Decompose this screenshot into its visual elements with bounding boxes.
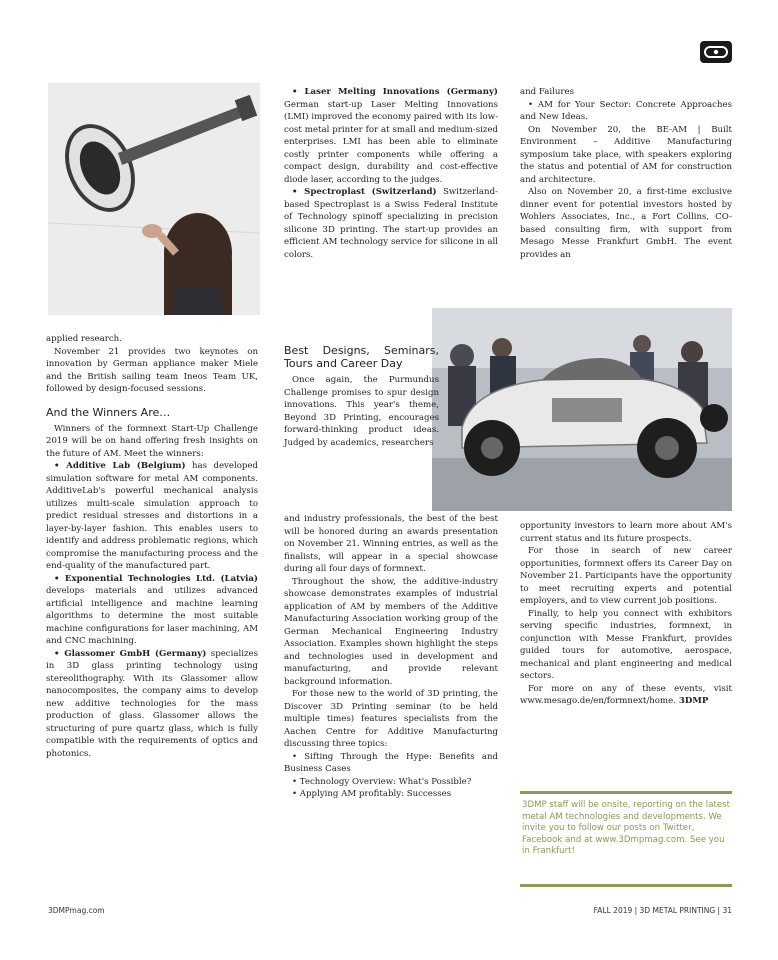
paragraph: Also on November 20, a first-time exclusive dinner event for potential investors hosted by Wohlers Associates, Inc., a Fort Collins, CO-based consulting firm, with support from Mesago Messe Frankfurt GmbH. The event provides an (520, 187, 732, 260)
footer-website: 3DMPmag.com (48, 906, 105, 915)
column-right-top (520, 86, 732, 261)
paragraph: November 21 provides two keynotes on innovation by German appliance maker Miele and the British sailing team Ineos Team UK, followed by design-focused sessions. (46, 346, 258, 394)
callout-box (520, 791, 732, 887)
paragraph (284, 186, 498, 261)
paragraph: Finally, to help you connect with exhibitors serving specific industries, formnext, in conjunction with Messe Frankfurt, provides guided tours for automotive, aerospace, mechanical and plant engineering and medical sectors. (520, 608, 732, 681)
company-text: specializes in 3D glass printing technology using stereolithography. With its Glassomer allow nanocomposites, the company aims to develop new additive technologies for the mass production of glass. Glassomer allows the structuring of pure quartz glass, which is fully compatible with the requirements of optics and photonics. (46, 648, 258, 759)
paragraph (284, 86, 498, 186)
callout-text: 3DMP staff will be onsite, reporting on the latest metal AM technologies and developments. We invite you to follow our posts on Twitter, Facebook and at www.3Dmpmag.com. See you in Frankfurt! (522, 800, 730, 856)
company-name: • Additive Lab (Belgium) (54, 461, 186, 471)
paragraph (46, 573, 258, 648)
company-name: • Exponential Technologies Ltd. (Latvia) (54, 573, 258, 584)
end-mark: 3DMP (675, 696, 709, 706)
paragraph: Winners of the formnext Start-Up Challenge 2019 will be on hand offering fresh insights on the future of AM. Meet the winners: (46, 423, 258, 459)
guitar-photo (48, 83, 260, 315)
company-text: develops materials and utilizes advanced artificial intelligence and machine learning algorithms to determine the most suitable machine configurations for laser machining, AM and CNC machining. (46, 586, 258, 646)
company-text: German start-up Laser Melting Innovations (LMI) improved the economy paired with its low-cost metal printer for at small and medium-sized enterprises. LMI has been able to eliminate costly printer components while offering a compact design, durability and cost-effective diode laser, according to the judges. (284, 99, 498, 185)
section-heading: And the Winners Are… (46, 405, 171, 419)
paragraph: Once again, the Purmundus Challenge promises to spur design innovations. This year's theme, Beyond 3D Printing, encourages forward-thinking product ideas. Judged by academics, researchers (284, 375, 439, 448)
column-middle-top (284, 86, 498, 261)
paragraph: and industry professionals, the best of the best will be honored during an awards presentation on November 21. Winning entries, as well as the finalists, will appear in a special showcase during all four days of formnext. (284, 514, 498, 574)
bullet-item: • Sifting Through the Hype: Benefits and Business Cases (284, 751, 498, 774)
bullet-item: • AM for Your Sector: Concrete Approaches and New Ideas. (520, 99, 732, 122)
company-name: • Spectroplast (Switzerland) (292, 187, 437, 197)
column-right-bottom (520, 520, 732, 708)
company-name: • Laser Melting Innovations (Germany) (292, 87, 498, 97)
paragraph: opportunity investors to learn more about AM's current status and its future prospects. (520, 521, 732, 544)
column-left (46, 333, 258, 760)
bullet-item: • Applying AM profitably: Successes (292, 789, 452, 799)
column-middle-bottom (284, 513, 498, 801)
paragraph: For those in search of new career opportunities, formnext offers its Career Day on November 21. Participants have the opportunity to meet recruiting experts and potential employers, and to view current job positions. (520, 546, 732, 606)
paragraph: applied research. (46, 334, 122, 344)
section-heading: Best Designs, Seminars, Tours and Career Day (284, 344, 439, 370)
paragraph (46, 648, 258, 761)
3dmp-logo-icon (700, 41, 732, 63)
company-text: has developed simulation software for metal AM components. AdditiveLab's powerful mechanical analysis utilizes multi-scale simulation approach to predict residual stresses and distortions in a layer-by-layer fashion. This enables users to identify and address problematic regions, which compromise the manufacturing process and the end-quality of the manufactured part. (46, 461, 258, 571)
company-text: Switzerland-based Spectroplast is a Swiss Federal Institute of Technology spinoff specializing in precision silicone 3D printing. The start-up provides an efficient AM technology service for silicone in all colors. (284, 187, 498, 260)
car-photo (432, 308, 732, 511)
paragraph: On November 20, the BE-AM | Built Environment – Additive Manufacturing symposium take place, with speakers exploring the status and potential of AM for construction and architecture. (520, 124, 732, 185)
company-name: • Glassomer GmbH (Germany) (54, 648, 207, 659)
footer-folio: FALL 2019 | 3D METAL PRINTING | 31 (593, 906, 732, 915)
closing-text: For more on any of these events, visit www.mesago.de/en/formnext/home. (520, 683, 732, 706)
paragraph (520, 683, 732, 708)
paragraph: For those new to the world of 3D printing, the Discover 3D Printing seminar (to be held multiple times) features specialists from the Aachen Centre for Additive Manufacturing discussing three topics: (284, 689, 498, 749)
bullet-item: • Technology Overview: What's Possible? (292, 776, 472, 787)
paragraph (46, 460, 258, 573)
paragraph: and Failures (520, 87, 575, 97)
paragraph: Throughout the show, the additive-industry showcase demonstrates examples of industrial application of AM by members of the Additive Manufacturing Association working group of the German Mechanical Engineering Industry Association. Examples shown highlight the steps and technologies used in development and manufacturing, and provide relevant background information. (284, 576, 498, 687)
column-middle-narrow (284, 344, 439, 449)
